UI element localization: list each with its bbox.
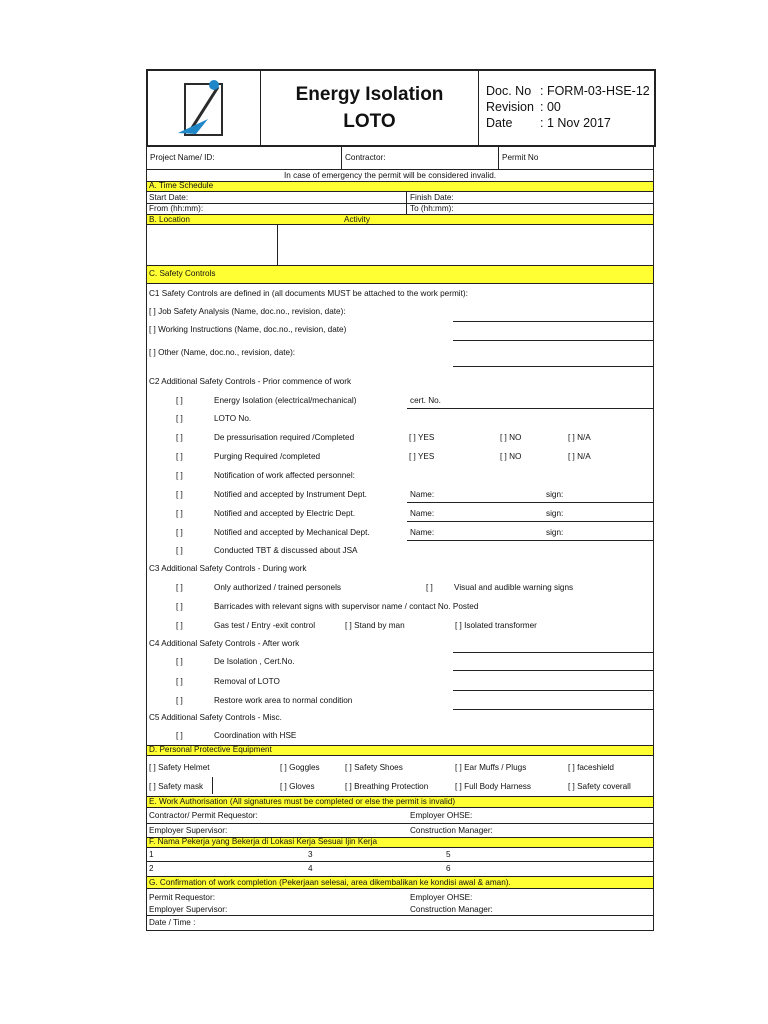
project-name-label[interactable]: Project Name/ ID: — [150, 153, 215, 162]
doc-meta — [486, 83, 650, 131]
location-field[interactable] — [147, 226, 276, 264]
date-value: : 1 Nov 2017 — [540, 116, 611, 130]
c2-mech-checkbox[interactable]: [ ] — [176, 528, 183, 537]
divider — [146, 915, 654, 916]
c4-removal-line[interactable] — [453, 690, 654, 691]
section-g-title: G. Confirmation of work completion (Pekerjaan selesai, area dikembalikan ke kondisi awal & aman). — [149, 878, 511, 887]
c2-instr-label: Notified and accepted by Instrument Dept. — [214, 490, 367, 499]
revision-label: Revision — [486, 100, 534, 114]
ppe-gloves-checkbox[interactable]: [ ] Gloves — [280, 782, 315, 791]
divider — [406, 192, 407, 214]
company-logo — [148, 71, 261, 145]
c3-gas-checkbox[interactable]: [ ] — [176, 621, 183, 630]
c4-removal-checkbox[interactable]: [ ] — [176, 677, 183, 686]
g-ohse-sign-label[interactable]: Employer OHSE: — [410, 893, 473, 902]
c4-removal-label: Removal of LOTO — [214, 677, 280, 686]
c2-depress-checkbox[interactable]: [ ] — [176, 433, 183, 442]
instr-name-label: Name: — [410, 490, 435, 499]
divider — [277, 225, 278, 265]
purging-na-checkbox[interactable]: [ ] N/A — [568, 452, 591, 461]
mech-sign-line[interactable] — [407, 540, 654, 541]
emergency-notice: In case of emergency the permit will be considered invalid. — [284, 171, 497, 180]
worker-1[interactable]: 1 — [149, 850, 154, 859]
c2-notif-label: Notification of work affected personnel: — [214, 471, 355, 480]
c3-persons-checkbox[interactable]: [ ] — [176, 583, 183, 592]
ppe-mask-checkbox[interactable]: [ ] Safety mask — [149, 782, 204, 791]
c1-other-line[interactable] — [453, 366, 654, 367]
g-construction-sign-label[interactable]: Construction Manager: — [410, 905, 493, 914]
divider — [498, 145, 499, 169]
c2-energy-label: Energy Isolation (electrical/mechanical) — [214, 396, 357, 405]
doc-no-label: Doc. No — [486, 84, 532, 98]
logo-icon — [148, 71, 260, 145]
ppe-breathing-checkbox[interactable]: [ ] Breathing Protection — [345, 782, 429, 791]
c5-coord-label: Coordination with HSE — [214, 731, 297, 740]
divider — [146, 823, 654, 824]
section-a-header — [146, 181, 654, 192]
ppe-helmet-checkbox[interactable]: [ ] Safety Helmet — [149, 763, 210, 772]
ppe-goggles-checkbox[interactable]: [ ] Goggles — [280, 763, 320, 772]
form-title — [261, 71, 479, 145]
purging-yes-checkbox[interactable]: [ ] YES — [409, 452, 435, 461]
c2-tbt-label: Conducted TBT & discussed about JSA — [214, 546, 358, 555]
contractor-sign-label[interactable]: Contractor/ Permit Requestor: — [149, 811, 258, 820]
c1-other-checkbox[interactable]: [ ] Other (Name, doc.no., revision, date): — [149, 348, 296, 357]
ppe-coverall-checkbox[interactable]: [ ] Safety coverall — [568, 782, 631, 791]
c2-purging-checkbox[interactable]: [ ] — [176, 452, 183, 461]
section-c-header — [146, 265, 654, 284]
mech-sign-label: sign: — [546, 528, 564, 537]
c1-jsa-line[interactable] — [453, 321, 654, 322]
ppe-shoes-checkbox[interactable]: [ ] Safety Shoes — [345, 763, 403, 772]
c2-energy-checkbox[interactable]: [ ] — [176, 396, 183, 405]
divider — [146, 169, 654, 170]
ppe-earmuff-checkbox[interactable]: [ ] Ear Muffs / Plugs — [455, 763, 527, 772]
mech-name-label: Name: — [410, 528, 435, 537]
contractor-label[interactable]: Contractor: — [345, 153, 386, 162]
c4-deiso-line[interactable] — [453, 670, 654, 671]
c3-heading: C3 Additional Safety Controls - During work — [149, 564, 307, 573]
c1-wi-checkbox[interactable]: [ ] Working Instructions (Name, doc.no., revision, date) — [149, 325, 347, 334]
from-time-label[interactable]: From (hh:mm): — [149, 204, 204, 213]
section-d-title: D. Personal Protective Equipment — [149, 745, 272, 754]
g-supervisor-sign-label[interactable]: Employer Supervisor: — [149, 905, 228, 914]
worker-2[interactable]: 2 — [149, 864, 154, 873]
ohse-sign-label[interactable]: Employer OHSE: — [410, 811, 473, 820]
title-line-1: Energy Isolation — [295, 84, 444, 105]
c2-elec-label: Notified and accepted by Electric Dept. — [214, 509, 356, 518]
c5-coord-checkbox[interactable]: [ ] — [176, 731, 183, 740]
divider — [146, 861, 654, 862]
divider — [341, 145, 342, 169]
elec-sign-line[interactable] — [407, 521, 654, 522]
c4-deiso-label: De Isolation , Cert.No. — [214, 657, 295, 666]
c3-persons-label: Only authorized / trained personels — [214, 583, 341, 592]
section-c-title: C. Safety Controls — [149, 269, 216, 278]
doc-no-value: : FORM-03-HSE-12 — [540, 84, 650, 98]
start-date-label[interactable]: Start Date: — [149, 193, 189, 202]
c4-line-1[interactable] — [453, 652, 654, 653]
section-f-title: F. Nama Pekerja yang Bekerja di Lokasi Kerja Sesuai Ijin Kerja — [149, 837, 377, 846]
c1-wi-line[interactable] — [453, 340, 654, 341]
c3-visual-label: Visual and audible warning signs — [454, 583, 574, 592]
requestor-sign-label[interactable]: Permit Requestor: — [149, 893, 215, 902]
c3-barricade-label: Barricades with relevant signs with supervisor name / contact No. Posted — [214, 602, 479, 611]
depress-yes-checkbox[interactable]: [ ] YES — [409, 433, 435, 442]
construction-sign-label[interactable]: Construction Manager: — [410, 826, 493, 835]
c3-visual-checkbox[interactable]: [ ] — [426, 583, 433, 592]
c2-elec-checkbox[interactable]: [ ] — [176, 509, 183, 518]
activity-field[interactable] — [279, 226, 653, 264]
c2-cert-line[interactable] — [407, 408, 654, 409]
worker-5[interactable]: 5 — [446, 850, 451, 859]
c4-restore-line[interactable] — [453, 709, 654, 710]
depress-na-checkbox[interactable]: [ ] N/A — [568, 433, 591, 442]
title-line-2: LOTO — [343, 111, 396, 132]
revision-value: : 00 — [540, 100, 561, 114]
form-header — [146, 69, 656, 147]
supervisor-sign-label[interactable]: Employer Supervisor: — [149, 826, 228, 835]
divider — [212, 777, 213, 794]
c2-heading: C2 Additional Safety Controls - Prior commence of work — [149, 377, 352, 386]
worker-6[interactable]: 6 — [446, 864, 451, 873]
c2-purging-label: Purging Required /completed — [214, 452, 321, 461]
c2-tbt-checkbox[interactable]: [ ] — [176, 546, 183, 555]
c2-mech-label: Notified and accepted by Mechanical Dept. — [214, 528, 370, 537]
c5-heading: C5 Additional Safety Controls - Misc. — [149, 713, 282, 722]
depress-no-checkbox[interactable]: [ ] NO — [500, 433, 522, 442]
permit-no-label[interactable]: Permit No — [502, 153, 539, 162]
worker-4[interactable]: 4 — [308, 864, 313, 873]
section-a-title: A. Time Schedule — [149, 181, 214, 190]
c3-barricade-checkbox[interactable]: [ ] — [176, 602, 183, 611]
to-time-label[interactable]: To (hh:mm): — [410, 204, 454, 213]
c3-standby-checkbox[interactable]: [ ] Stand by man — [345, 621, 405, 630]
date-label: Date — [486, 116, 513, 130]
c2-cert-label: cert. No. — [410, 396, 441, 405]
c2-depress-label: De pressurisation required /Completed — [214, 433, 355, 442]
c4-heading: C4 Additional Safety Controls - After work — [149, 639, 300, 648]
c4-restore-label: Restore work area to normal condition — [214, 696, 353, 705]
c4-restore-checkbox[interactable]: [ ] — [176, 696, 183, 705]
elec-name-label: Name: — [410, 509, 435, 518]
c2-loto-checkbox[interactable]: [ ] — [176, 414, 183, 423]
worker-3[interactable]: 3 — [308, 850, 313, 859]
instr-sign-line[interactable] — [407, 502, 654, 503]
ppe-faceshield-checkbox[interactable]: [ ] faceshield — [568, 763, 614, 772]
finish-date-label[interactable]: Finish Date: — [410, 193, 454, 202]
purging-no-checkbox[interactable]: [ ] NO — [500, 452, 522, 461]
c3-transformer-checkbox[interactable]: [ ] Isolated transformer — [455, 621, 537, 630]
ppe-harness-checkbox[interactable]: [ ] Full Body Harness — [455, 782, 531, 791]
c1-jsa-checkbox[interactable]: [ ] Job Safety Analysis (Name, doc.no., revision, date): — [149, 307, 346, 316]
c2-loto-label: LOTO No. — [214, 414, 252, 423]
divider — [146, 203, 654, 204]
section-e-title: E. Work Authorisation (All signatures must be completed or else the permit is invalid) — [149, 797, 456, 806]
c3-gas-label: Gas test / Entry -exit control — [214, 621, 316, 630]
c1-heading: C1 Safety Controls are defined in (all documents MUST be attached to the work permit): — [149, 289, 468, 298]
date-time-label[interactable]: Date / Time : — [149, 918, 196, 927]
c2-notif-checkbox[interactable]: [ ] — [176, 471, 183, 480]
c4-deiso-checkbox[interactable]: [ ] — [176, 657, 183, 666]
section-b-header — [146, 214, 654, 225]
instr-sign-label: sign: — [546, 490, 564, 499]
location-label: B. Location — [149, 215, 190, 224]
c2-instr-checkbox[interactable]: [ ] — [176, 490, 183, 499]
elec-sign-label: sign: — [546, 509, 564, 518]
activity-label: Activity — [344, 215, 370, 224]
